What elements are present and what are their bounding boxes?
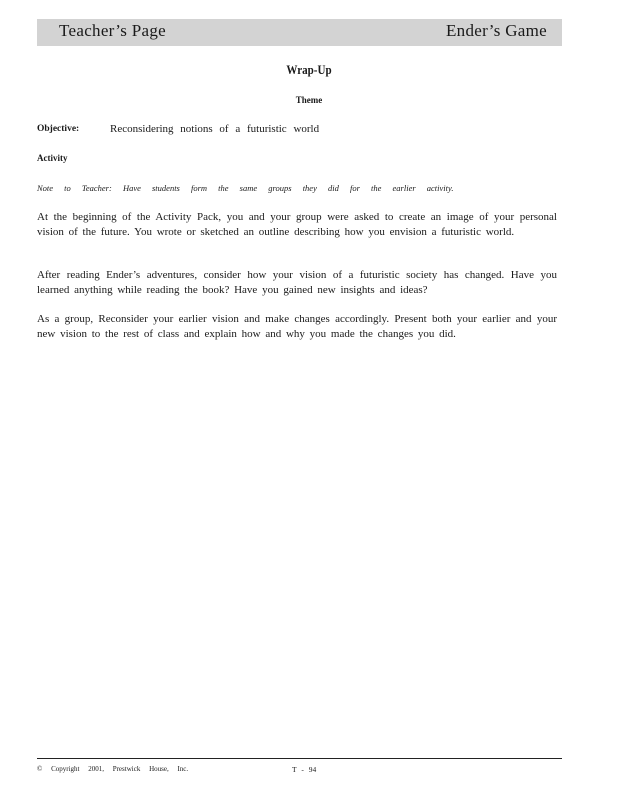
header-left-title: Teacher’s Page bbox=[59, 21, 167, 40]
paragraph: After reading Ender’s adventures, consider how your vision of a futuristic society has changed. Have you learned anything while reading the book? Have you gained new insights and ideas? bbox=[37, 269, 557, 296]
objective-text: Reconsidering notions of a futuristic world bbox=[110, 123, 320, 135]
paragraph: As a group, Reconsider your earlier vision and make changes accordingly. Present both your earlier and your new vision to the rest of class and explain how and why you made the changes you did. bbox=[37, 313, 557, 340]
footer-divider bbox=[37, 758, 562, 759]
paragraph: At the beginning of the Activity Pack, you and your group were asked to create an image of your personal vision of the future. You wrote or sketched an outline describing how you envision a futuristic world. bbox=[37, 211, 557, 238]
header-right-title: Ender’s Game bbox=[445, 21, 547, 40]
page-subtitle: Theme bbox=[295, 95, 323, 105]
footer-copyright: © Copyright 2001, Prestwick House, Inc. bbox=[37, 765, 189, 773]
footer-page-number: T - 94 bbox=[292, 765, 317, 774]
page-header bbox=[37, 19, 562, 46]
objective-label: Objective: bbox=[37, 124, 80, 134]
teacher-note: Note to Teacher: Have students form the same groups they did for the earlier activity. bbox=[37, 183, 454, 193]
page-title: Wrap-Up bbox=[286, 62, 332, 77]
activity-label: Activity bbox=[37, 153, 68, 163]
